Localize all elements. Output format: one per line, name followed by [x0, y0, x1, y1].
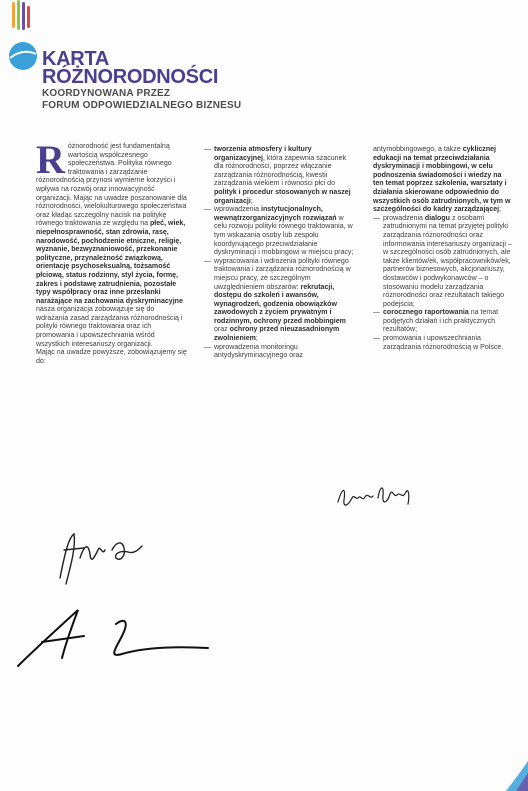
item-bold: cyklicznej edukacji na temat przeciwdziałania dyskryminacji i mobbingowi, w celu podnoszenia świadomości i wiedzy na ten temat poprzez szkolenia, warsztaty i działania skierowane odpowiednio do wszystkich osób zatrudnionych, w tym w szczególności do kadry zarządzającej [373, 146, 511, 214]
item-text: prowadzenia [383, 214, 425, 222]
logo-bar-red [27, 6, 30, 28]
title-line-1: KARTA [42, 48, 110, 70]
item-text: ; [499, 206, 502, 214]
item-bold: rekrutacji, dostępu do szkoleń i awansów, wynagrodzeń, godzenia obowiązków zawodowych z życiem prywatnym i rodzinnym, ochrony przed mobbingiem [214, 283, 346, 325]
commitment-item-institutional [204, 206, 356, 258]
item-text: , która zapewnia szacunek dla różnorodności, poprzez włączanie zarządzania różnorodnością, kwestii zarządzania wiekiem i równości płci do [214, 154, 347, 188]
subtitle-line-1: KOORDYNOWANA PRZEZ [42, 88, 171, 99]
drop-cap: R [36, 137, 65, 182]
intro-text-2: nasza organizacja zobowiązuje się do wdrażania zasad zarządzania różnorodnością i polityki równego traktowania oraz ich promowania i upowszechniania wśród wszystkich interesariuszy organizacji. [36, 306, 183, 348]
column-commitments-1 [204, 146, 356, 361]
page-subtitle [42, 88, 241, 112]
commitment-item-promotion [373, 335, 513, 352]
item-text: w celu rozwoju polityki równego traktowania, w tym wskazania osoby lub zespołu koordynującego przeciwdziałanie dyskryminacji i mobbingowi w miejscu pracy; [214, 214, 354, 257]
item-text: ; [255, 335, 258, 343]
item-text: z osobami zatrudnionymi na temat przyjętej polityki zarządzania różnorodności oraz informowania interesariuszy organizacji – w szczególności osób zatrudnionych, ale także klientów/ek, współpracowników/ek, partnerów biznesowych, akcjonariuszy, dostawców i podwykonawców – o stosowaniu modelu zarządzania różnorodności oraz rezultatach takiego podejścia; [383, 214, 512, 308]
item-bold: polityk i procedur stosowanych w naszej organizacji [214, 188, 351, 205]
item-text: wypracowania i wdrożenia polityki równego traktowania i zarządzania różnorodnością w miejscu pracy, ze szczególnym uwzględnieniem obszarów: [214, 257, 351, 291]
intro-text-1: óżnorodność jest fundamentalną wartością współczesnego społeczeństwa. Polityka równego traktowania i zarządzanie różnorodnością przynosi wymierne korzyści i wpływa na rozwój oraz innowacyjność organizacji. Mając na uwadze poszanowanie dla różnorodności, wielokulturowego społeczeństwa oraz kładąc szczególny nacisk na politykę równego traktowania ze względu na [36, 143, 187, 228]
commitment-item-monitoring [204, 344, 356, 361]
item-text: oraz [214, 326, 230, 334]
subtitle-line-2: FORUM ODPOWIEDZIALNEGO BIZNESU [42, 100, 242, 111]
item-text: wprowadzenia [214, 206, 262, 214]
column-intro [36, 137, 188, 366]
item-bold: dialogu [424, 214, 450, 222]
intro-grounds-bold: płeć, wiek, niepełnosprawność, stan zdrowia, rasę, narodowość, pochodzenie etniczne, religię, wyznanie, bezwyznaniowość, przekonanie polityczne, przynależność związkową, orientację psychoseksualną, tożsamość płciową, status rodzinny, styl życia, formę, zakres i podstawę zatrudnienia, pozostałe typy współpracy oraz inne przesłanki narażające na zachowania dyskryminacyjne [36, 220, 186, 305]
signature-right [334, 478, 414, 518]
corner-decoration [502, 761, 528, 791]
diversity-charter-logo [2, 0, 42, 80]
intro-commitment-lead: Mając na uwadze powyższe, zobowiązujemy się do: [36, 349, 187, 365]
commitment-item-reporting [373, 309, 513, 335]
item-bold: tworzenia atmosfery i kultury organizacyjnej [214, 146, 312, 162]
signature-left-bottom [12, 602, 212, 672]
column-commitments-2 [373, 146, 513, 352]
commitment-item-culture [204, 146, 356, 206]
item-text: na temat podjętych działań i ich praktycznych rezultatów; [383, 309, 499, 334]
logo-bar-green [17, 0, 20, 30]
commitment-item-policy [204, 258, 356, 344]
item-text: ; [250, 197, 253, 205]
commitment-item-monitoring-continued [373, 146, 513, 215]
intro-paragraph [36, 137, 188, 349]
item-bold: corocznego raportowania [383, 309, 469, 317]
item-bold: instytucjonalnych, wewnątrzorganizacyjnych rozwiązań [214, 206, 337, 222]
item-bold: ochrony przed nieuzasadnionym zwolnieniem [214, 326, 340, 343]
item-text: promowania i upowszechniania zarządzania różnorodnością w Polsce. [383, 335, 504, 351]
title-line-2: RÓŻNORODNOŚCI [42, 66, 219, 88]
logo-bar-orange [12, 2, 15, 28]
item-text: wprowadzenia monitoringu antydyskryminacyjnego oraz [214, 343, 303, 360]
page-title [42, 50, 218, 86]
logo-bar-violet [22, 2, 25, 30]
item-text: antymobbingowego, a także [373, 146, 463, 153]
signature-left-top [50, 528, 155, 588]
commitment-item-dialogue [373, 215, 513, 310]
